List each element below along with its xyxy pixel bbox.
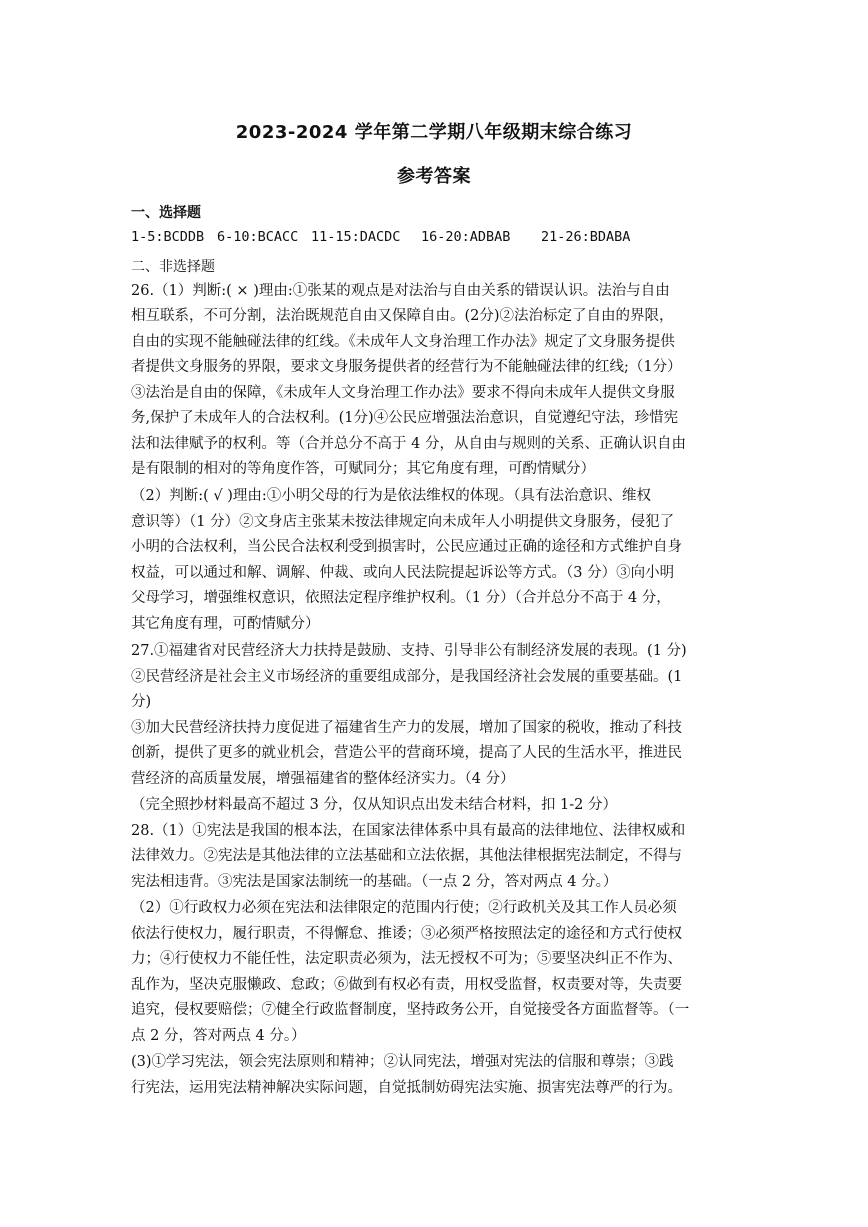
text-line: 法和法律赋予的权利。等（合并总分不高于 4 分，从自由与规则的关系、正确认识自由 (131, 436, 686, 452)
answer-group-5: 21-26:BDABA (541, 229, 631, 245)
section-heading-choice: 一、选择题 (131, 205, 201, 221)
text-line: 分) (131, 694, 152, 710)
text-line: 自由的实现不能触碰法律的红线。《未成年人文身治理工作办法》规定了文身服务提供 (131, 334, 675, 350)
answer-group-4: 16-20:ADBAB (421, 229, 511, 245)
text-line: 力；④行使权力不能任性，法定职责必须为，法无授权不可为；⑤要坚决纠正不作为、 (131, 951, 682, 967)
text-line: 营经济的高质量发展，增强福建省的整体经济实力。（4 分） (131, 771, 515, 787)
answer-group-2: 6-10:BCACC (217, 229, 299, 245)
text-line: 者提供文身服务的界限，要求文身服务提供者的经营行为不能触碰法律的红线;（1分） (131, 359, 682, 375)
text-line: 行宪法，运用宪法精神解决实际问题，自觉抵制妨碍宪法实施、损害宪法尊严的行为。 (131, 1080, 682, 1096)
text-line: 相互联系，不可分割，法治既规范自由又保障自由。(2分)②法治标定了自由的界限， (131, 308, 674, 324)
text-line: 宪法相违背。③宪法是国家法制统一的基础。（一点 2 分，答对两点 4 分。） (131, 874, 618, 890)
text-line: 28.（1）①宪法是我国的根本法，在国家法律体系中具有最高的法律地位、法律权威和 (131, 823, 686, 839)
text-line: 26.（1）判断:( × )理由:①张某的观点是对法治与自由关系的错误认识。法治与自由 (131, 283, 670, 299)
text-line: ③加大民营经济扶持力度促进了福建省生产力的发展，增加了国家的税收，推动了科技 (131, 720, 682, 736)
text-line: 点 2 分，答对两点 4 分。） (131, 1028, 306, 1044)
text-line: 依法行使权力，履行职责，不得懈怠、推诿；③必须严格按照法定的途径和方式行使权 (131, 926, 682, 942)
text-line: ③法治是自由的保障，《未成年人文身治理工作办法》要求不得向未成年人提供文身服 (131, 385, 675, 401)
text-line: 乱作为，坚决克服懒政、怠政；⑥做到有权必有责，用权受监督，权责要对等，失责要 (131, 977, 682, 993)
text-line: 27.①福建省对民营经济大力扶持是鼓励、支持、引导非公有制经济发展的表现。(1 分) (131, 643, 687, 659)
section-heading-nonchoice: 二、非选择题 (131, 259, 215, 275)
text-line: （完全照抄材料最高不超过 3 分，仅从知识点出发未结合材料，扣 1-2 分） (131, 797, 618, 813)
answer-group-1: 1-5:BCDDB (131, 229, 205, 245)
text-line: 追究，侵权要赔偿；⑦健全行政监督制度，坚持政务公开，自觉接受各方面监督等。（一 (131, 1002, 690, 1018)
text-line: 小明的合法权利，当公民合法权利受到损害时，公民应通过正确的途径和方式维护自身 (131, 539, 682, 555)
text-line: 法律效力。②宪法是其他法律的立法基础和立法依据，其他法律根据宪法制定，不得与 (131, 848, 682, 864)
text-line: 是有限制的相对的等角度作答，可赋同分；其它角度有理，可酌情赋分） (131, 461, 595, 477)
page-title: 2023-2024 学年第二学期八年级期末综合练习 (235, 122, 633, 143)
text-line: 创新，提供了更多的就业机会，营造公平的营商环境，提高了人民的生活水平，推进民 (131, 745, 682, 761)
text-line: （2）①行政权力必须在宪法和法律限定的范围内行使；②行政机关及其工作人员必须 (131, 900, 677, 916)
text-line: （2）判断:( √ )理由:①小明父母的行为是依法维权的体现。（具有法治意识、维权 (131, 488, 652, 504)
text-line: 意识等）（1 分）②文身店主张某未按法律规定向未成年人小明提供文身服务，侵犯了 (131, 514, 675, 530)
text-line: (3)①学习宪法，领会宪法原则和精神；②认同宪法，增强对宪法的信服和尊崇；③践 (131, 1054, 674, 1070)
text-line: 务,保护了未成年人的合法权利。(1分)④公民应增强法治意识，自觉遵纪守法，珍惜宪 (131, 410, 679, 426)
text-line: 权益，可以通过和解、调解、仲裁、或向人民法院提起诉讼等方式。（3 分）③向小明 (131, 565, 675, 581)
page-subtitle: 参考答案 (397, 166, 471, 187)
text-line: 其它角度有理，可酌情赋分） (131, 616, 320, 632)
text-line: 父母学习，增强维权意识，依照法定程序维护权利。（1 分）（合并总分不高于 4 分， (131, 590, 671, 606)
text-line: ②民营经济是社会主义市场经济的重要组成部分，是我国经济社会发展的重要基础。(1 (131, 669, 683, 685)
answer-group-3: 11-15:DACDC (311, 229, 401, 245)
